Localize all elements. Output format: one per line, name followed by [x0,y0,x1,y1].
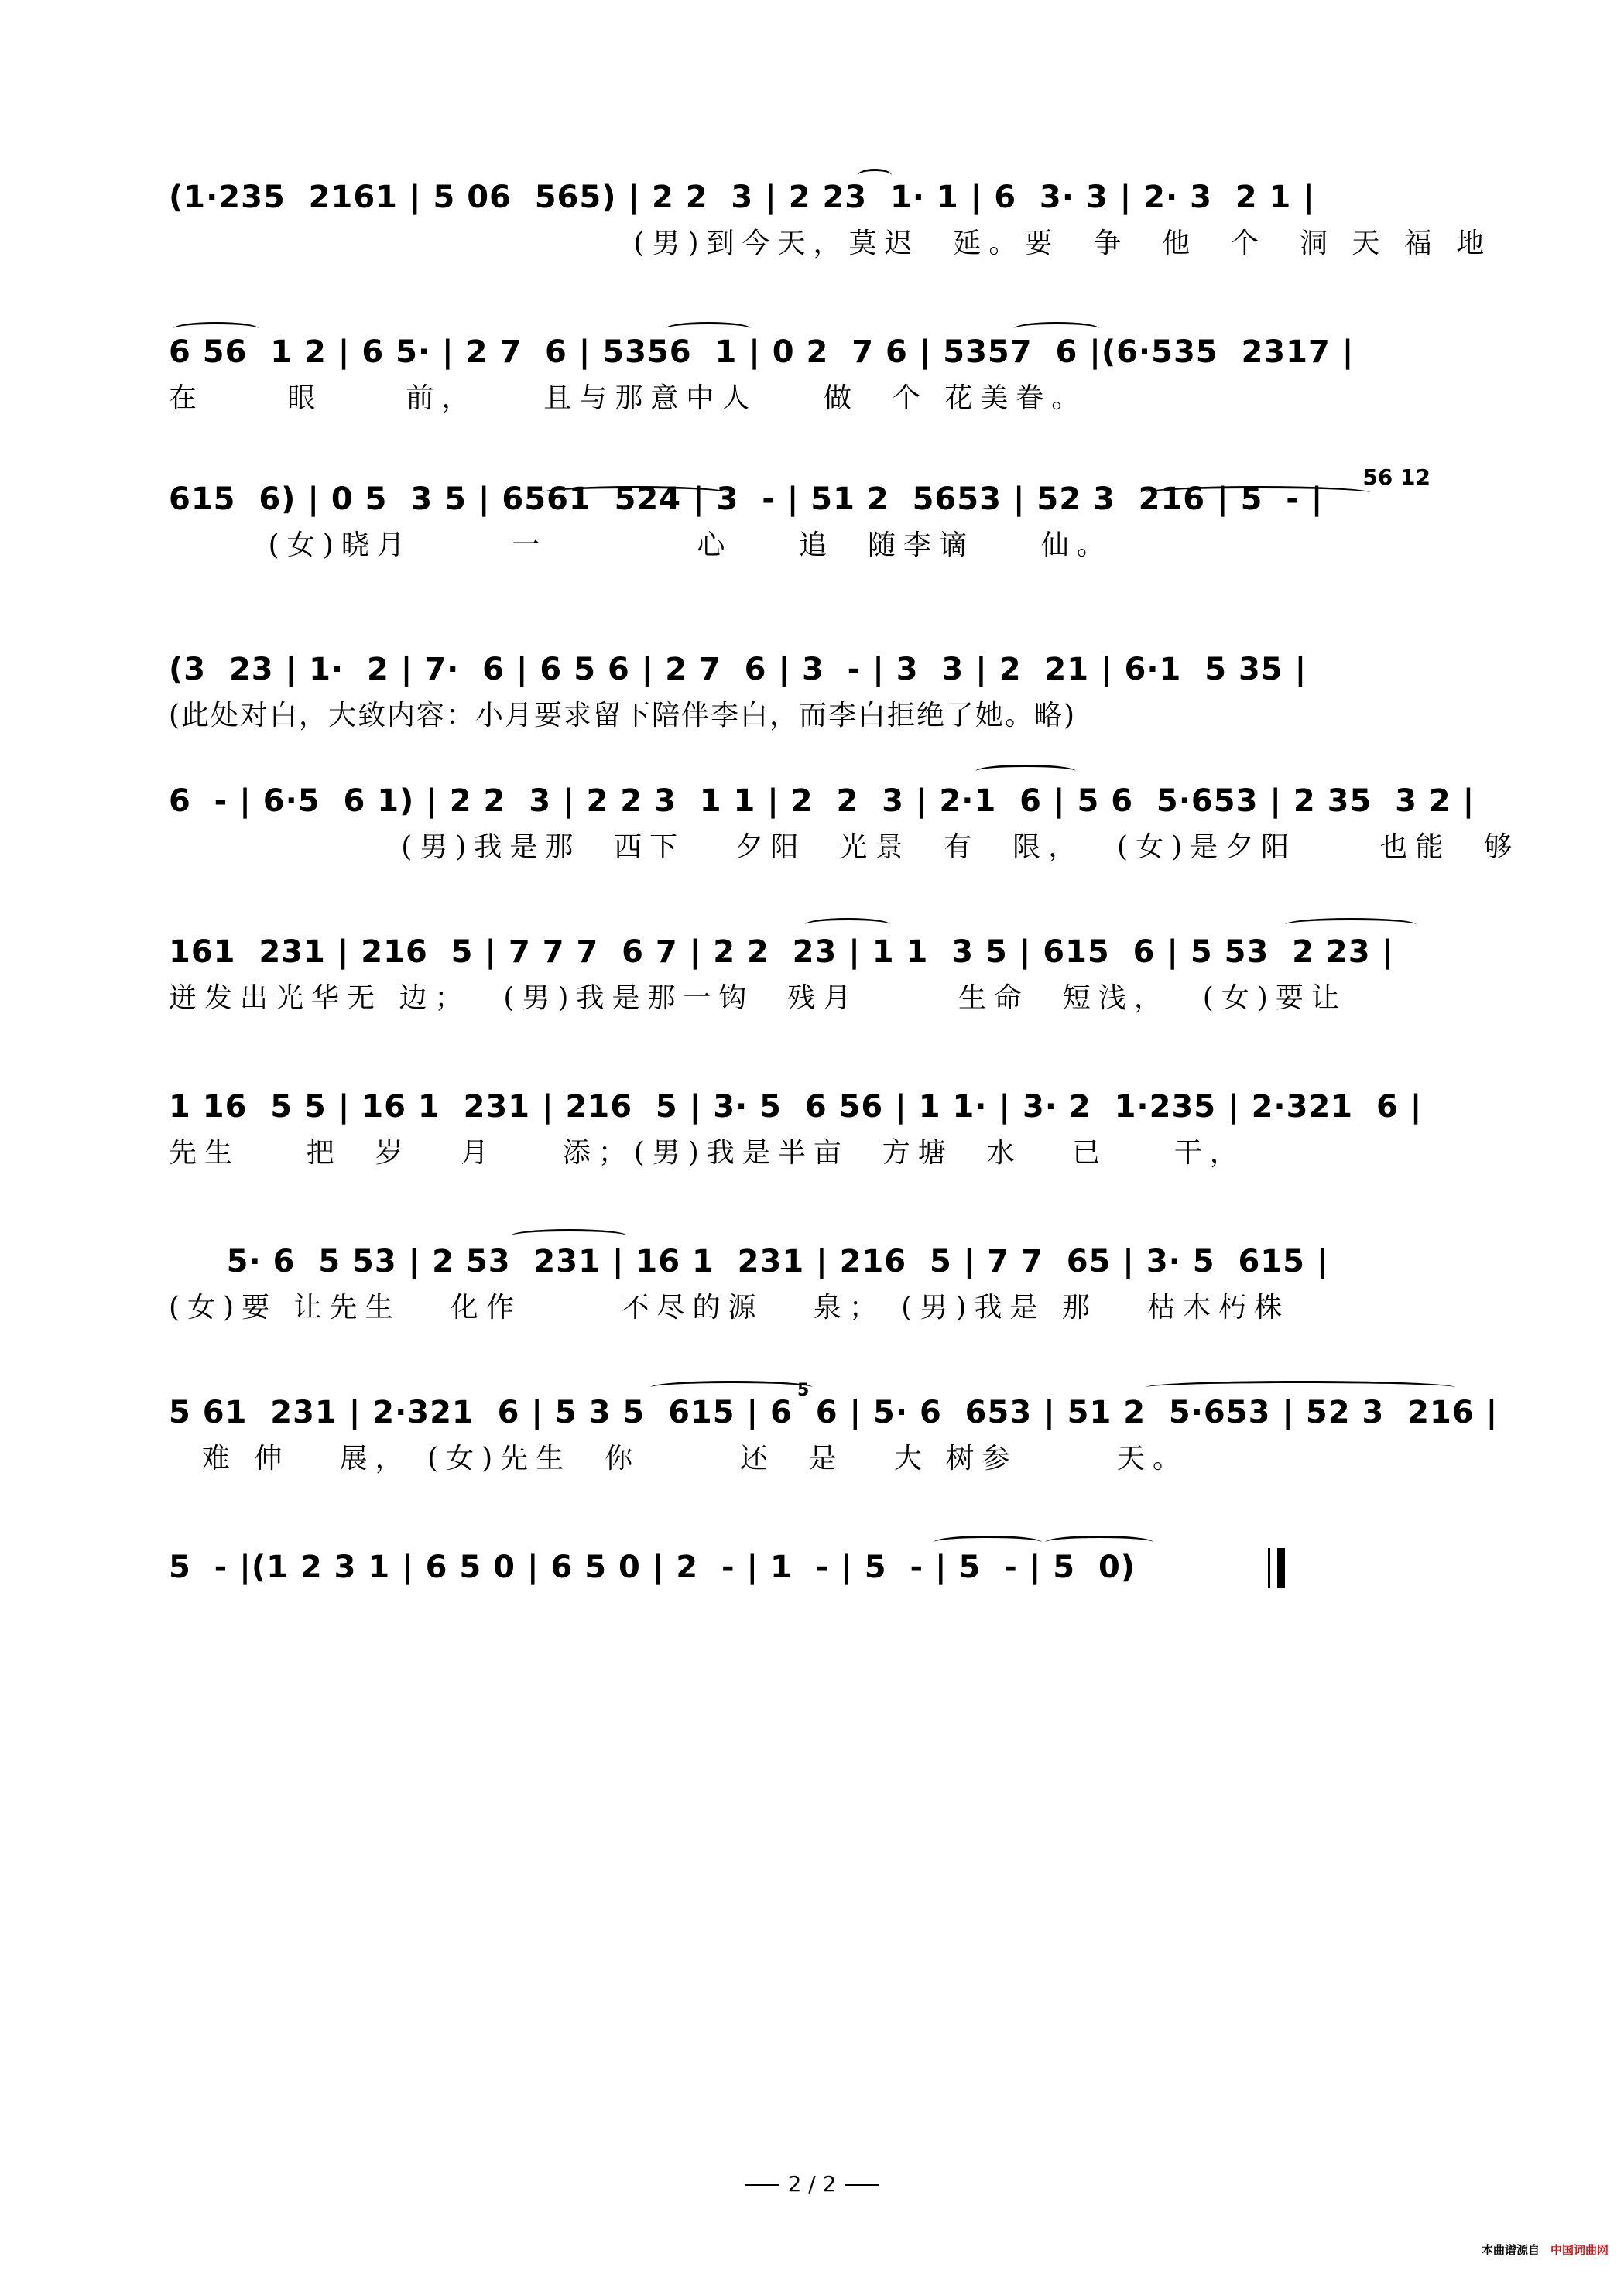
source-credit [1482,2242,1609,2258]
score-system-7 [169,1080,1461,1173]
slur [934,1536,1042,1549]
score-system-9 [169,1381,1499,1478]
score-system-10 [169,1540,1461,1594]
slur [1146,1381,1455,1394]
lyrics-line: 先生 把 岁 月 添；(男)我是半亩 方塘 水 已 干， [169,1137,1245,1169]
slur [1146,486,1370,499]
grace-note: 5 [797,1381,810,1400]
notes-line: 615 6) | 0 5 3 5 | 6561 524 | 3 - | 51 2 5653 | 52 3 216 | 5 - | [169,481,1324,517]
notes-line: 5 61 231 | 2·321 6 | 5 3 5 615 | 6 6 | 5· 6 653 | 51 2 5·653 | 52 3 216 | [169,1395,1499,1430]
slur [650,1381,813,1394]
score-system-2 [169,325,1461,418]
page-number [0,2171,1624,2197]
final-thin-barline [1268,1548,1270,1588]
score-system-4 [169,642,1461,735]
notes-line: 5 - |(1 2 3 1 | 6 5 0 | 6 5 0 | 2 - | 1 - | 5 - | 5 - | 5 0) [169,1550,1147,1585]
notes-line: (1·235 2161 | 5 06 565) | 2 2 3 | 2 23 1· 1 | 6 3· 3 | 2· 3 2 1 | [169,180,1315,215]
source-site: 中国词曲网 [1550,2243,1609,2257]
lyrics-line: (女)要 让先生 化作 不尽的源 泉； (男)我是 那 枯木朽株 [169,1292,1290,1324]
score-system-6 [169,925,1461,1018]
slur [1014,322,1099,335]
lyrics-line: 在 眼 前， 且与那意中人 做 个 花美眷。 [169,382,1088,414]
slur [975,765,1076,778]
lyrics-line: (此处对白，大致内容：小月要求留下陪伴李白，而李白拒绝了她。略) [169,700,1077,731]
lyrics-line: 迸发出光华无 边； (男)我是那一钩 残月 生命 短浅， (女)要让 [169,982,1347,1014]
slur [666,322,751,335]
slur [173,322,259,335]
slur [858,169,892,182]
notes-line: 1 16 5 5 | 16 1 231 | 216 5 | 3· 5 6 56 | 1 1· | 3· 2 1·235 | 2·321 6 | [169,1089,1423,1125]
slur [542,486,728,499]
lyrics-line: (女)晓月 一 心 追 随李谪 仙。 [169,529,1112,561]
notes-line: 5· 6 5 53 | 2 53 231 | 16 1 231 | 216 5 | 7 7 65 | 3· 5 615 | [169,1244,1329,1279]
lyrics-line: (男)我是那 西下 夕阳 光景 有 限， (女)是夕阳 也能 够 [169,831,1520,863]
side-watermark [0,0,14,2281]
notes-line: 6 - | 6·5 6 1) | 2 2 3 | 2 2 3 1 1 | 2 2 3 | 2·1 6 | 5 6 5·653 | 2 35 3 2 | [169,783,1475,819]
source-label: 本曲谱源自 [1481,2243,1540,2257]
notes-line: (3 23 | 1· 2 | 7· 6 | 6 5 6 | 2 7 6 | 3 - | 3 3 | 2 21 | 6·1 5 35 | [169,652,1307,687]
final-barline [1277,1548,1285,1588]
annotation: 56 12 [1362,464,1430,490]
slur [511,1229,627,1242]
score-system-1 [169,170,1492,263]
page-number-text: 2 / 2 [787,2171,837,2197]
notes-line: 161 231 | 216 5 | 7 7 7 6 7 | 2 2 23 | 1 1 3 5 | 615 6 | 5 53 2 23 | [169,934,1395,970]
score-system-5 [169,774,1520,867]
slur [805,918,890,931]
lyrics-line: (男)到今天，莫迟 延。要 争 他 个 洞 天 福 地 [169,228,1492,259]
slur [1045,1536,1153,1549]
score-system-8 [169,1235,1461,1327]
notes-line: 6 56 1 2 | 6 5· | 2 7 6 | 5356 1 | 0 2 7 6 | 5357 6 |(6·535 2317 | [169,334,1355,370]
lyrics-line: 难 伸 展， (女)先生 你 还 是 大 树参 天。 [169,1443,1189,1474]
slur [1285,918,1417,931]
